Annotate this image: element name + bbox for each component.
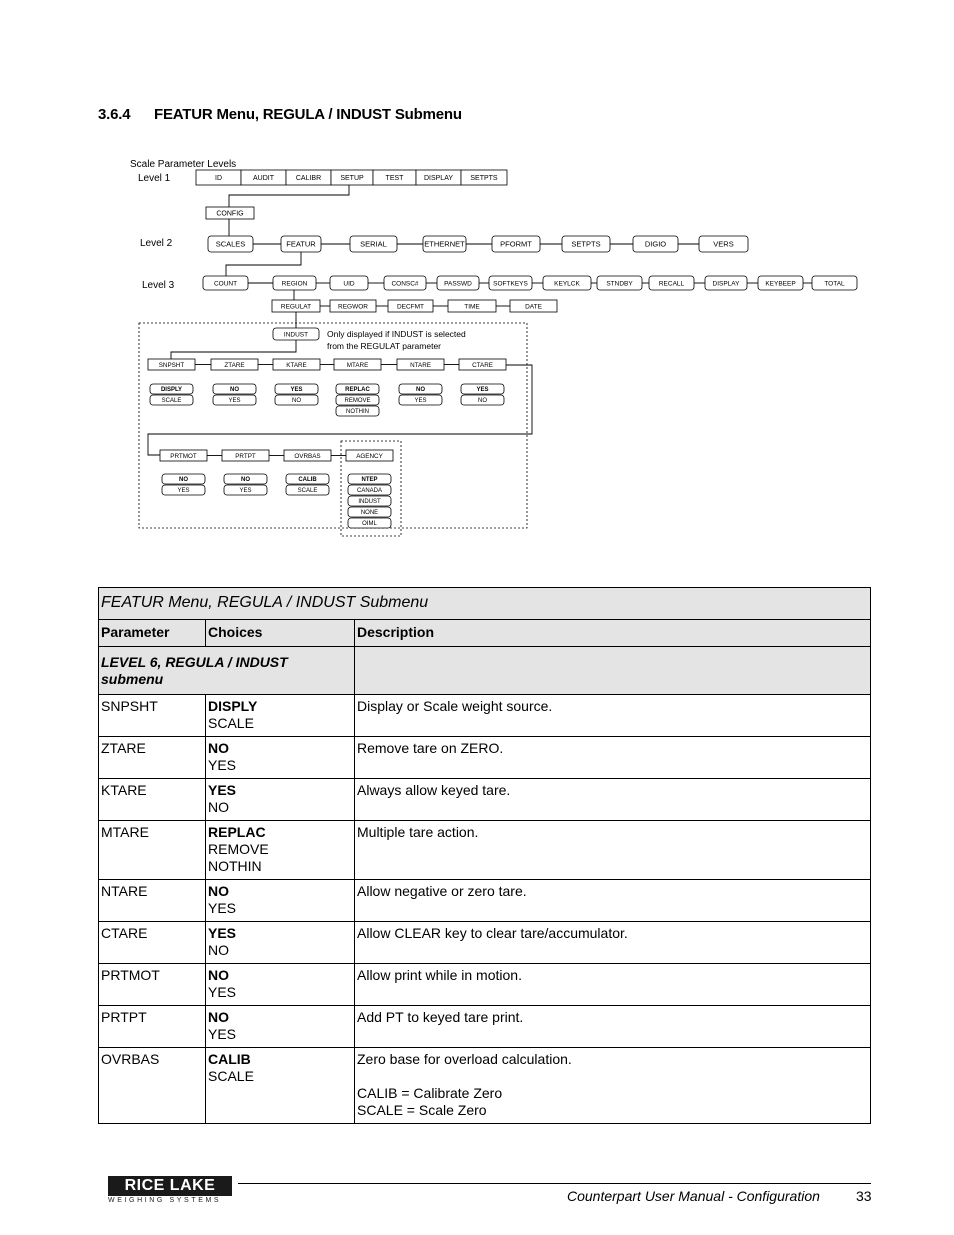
option-indust: INDUST — [358, 499, 381, 506]
option-oiml: OIML — [362, 521, 377, 528]
param-mtare: MTARE — [346, 361, 369, 369]
rice-lake-logo — [108, 1176, 236, 1208]
level2-item-pformt: PFORMT — [500, 239, 532, 249]
option-disply: DISPLY — [160, 387, 183, 394]
default-choice: YES — [208, 925, 237, 941]
option-yes: YES — [476, 387, 489, 394]
description-cell — [355, 1048, 871, 1124]
header-parameter: Parameter — [99, 620, 206, 647]
description-cell — [355, 695, 871, 737]
param-snpsht: SNPSHT — [158, 361, 185, 369]
level3-item-passwd: PASSWD — [444, 280, 472, 288]
level1-item-audit: AUDIT — [253, 175, 274, 183]
connector-line — [226, 252, 301, 276]
level3-item-keylck: KEYLCK — [554, 280, 580, 288]
param-cell: CTARE — [99, 922, 206, 964]
param-ztare: ZTARE — [224, 361, 245, 369]
level1-label: Level 1 — [138, 173, 171, 184]
option-yes: YES — [177, 488, 190, 495]
choice-option: SCALE — [208, 1068, 254, 1084]
option-no: NO — [478, 398, 487, 405]
default-choice: NO — [208, 740, 229, 756]
description-line: Multiple tare action. — [357, 824, 479, 840]
indust-item: INDUST — [283, 331, 309, 339]
table-section-row — [99, 647, 871, 695]
table-row — [99, 1006, 871, 1048]
option-yes: YES — [228, 398, 241, 405]
connector-line — [229, 185, 349, 207]
description-line: Allow print while in motion. — [357, 967, 522, 983]
option-calib: CALIB — [298, 477, 317, 484]
level1-item-display: DISPLAY — [423, 175, 454, 183]
default-choice: NO — [208, 967, 229, 983]
option-ntep: NTEP — [361, 477, 378, 484]
level2-item-digio: DIGIO — [644, 239, 667, 249]
indust-dashed-region — [139, 323, 527, 528]
option-no: NO — [230, 387, 239, 394]
description-line: Remove tare on ZERO. — [357, 740, 504, 756]
table-row — [99, 779, 871, 821]
table-title: FEATUR Menu, REGULA / INDUST Submenu — [99, 588, 871, 620]
description-cell — [355, 1006, 871, 1048]
default-choice: NO — [208, 883, 229, 899]
indust-note-line2: from the REGULAT parameter — [327, 341, 442, 351]
table-row — [99, 821, 871, 880]
choice-option: SCALE — [208, 715, 254, 731]
option-replac: REPLAC — [345, 387, 370, 394]
choices-cell — [206, 1048, 355, 1124]
header-description: Description — [355, 620, 871, 647]
choices-cell — [206, 779, 355, 821]
diagram-caption: Scale Parameter Levels — [130, 159, 237, 170]
default-choice: YES — [208, 782, 237, 798]
level1-item-setpts: SETPTS — [470, 175, 498, 183]
level4-item-time: TIME — [464, 303, 480, 311]
level3-item-softkeys: SOFTKEYS — [493, 280, 528, 288]
description-line: Allow CLEAR key to clear tare/accumulator. — [357, 925, 628, 941]
menu-structure-diagram — [0, 150, 954, 545]
level3-item-uid: UID — [343, 280, 355, 288]
level1-item-setup: SETUP — [340, 175, 364, 183]
level2-item-vers: VERS — [713, 239, 734, 249]
option-no: NO — [241, 477, 250, 484]
level1-item-test: TEST — [385, 175, 404, 183]
description-line: SCALE = Scale Zero — [357, 1102, 487, 1118]
option-yes: YES — [414, 398, 427, 405]
description-line: Zero base for overload calculation. — [357, 1051, 572, 1067]
description-cell — [355, 922, 871, 964]
description-line: Add PT to keyed tare print. — [357, 1009, 524, 1025]
level3-item-total: TOTAL — [824, 280, 845, 288]
param-prtpt: PRTPT — [235, 452, 256, 460]
level4-item-date: DATE — [525, 303, 542, 311]
table-row — [99, 695, 871, 737]
option-yes: YES — [290, 387, 303, 394]
choices-cell — [206, 964, 355, 1006]
section-title: FEATUR Menu, REGULA / INDUST Submenu — [154, 106, 462, 123]
choices-cell — [206, 737, 355, 779]
param-cell: SNPSHT — [99, 695, 206, 737]
choices-cell — [206, 880, 355, 922]
param-cell: MTARE — [99, 821, 206, 880]
param-cell: KTARE — [99, 779, 206, 821]
level2-item-ethernet: ETHERNET — [424, 239, 465, 249]
level3-item-recall: RECALL — [658, 280, 685, 288]
default-choice: REPLAC — [208, 824, 266, 840]
description-cell — [355, 779, 871, 821]
page-number: 33 — [856, 1188, 872, 1204]
choice-option: NOTHIN — [208, 858, 262, 874]
connector-line — [171, 340, 296, 359]
table-title-row — [99, 588, 871, 620]
logo-tagline: WEIGHING SYSTEMS — [108, 1197, 222, 1204]
level1-item-id: ID — [215, 175, 222, 183]
logo-wordmark: RICE LAKE — [108, 1176, 232, 1196]
choice-option: NO — [208, 799, 229, 815]
description-cell — [355, 964, 871, 1006]
default-choice: CALIB — [208, 1051, 251, 1067]
option-none: NONE — [360, 510, 379, 517]
choice-option: REMOVE — [208, 841, 269, 857]
param-cell: NTARE — [99, 880, 206, 922]
description-line: Always allow keyed tare. — [357, 782, 511, 798]
table-row — [99, 1048, 871, 1124]
param-prtmot: PRTMOT — [170, 452, 197, 460]
footer-title: Counterpart User Manual - Configuration — [567, 1188, 820, 1204]
choice-option: NO — [208, 942, 229, 958]
default-choice: DISPLY — [208, 698, 258, 714]
param-agency: AGENCY — [356, 452, 383, 460]
param-cell: PRTMOT — [99, 964, 206, 1006]
level2-label: Level 2 — [140, 238, 173, 249]
level3-item-consc-num: CONSC# — [391, 280, 419, 288]
config-item: CONFIG — [216, 210, 244, 218]
section-blank — [355, 647, 871, 695]
table-row — [99, 964, 871, 1006]
option-canada: CANADA — [356, 488, 383, 495]
section-label: LEVEL 6, REGULA / INDUST submenu — [99, 647, 355, 695]
choice-option: YES — [208, 1026, 237, 1042]
description-cell — [355, 880, 871, 922]
description-cell — [355, 737, 871, 779]
choices-cell — [206, 1006, 355, 1048]
description-line: Allow negative or zero tare. — [357, 883, 527, 899]
default-choice: NO — [208, 1009, 229, 1025]
level1-item-calibr: CALIBR — [295, 175, 322, 183]
choices-cell — [206, 922, 355, 964]
choices-cell — [206, 695, 355, 737]
table-header-row — [99, 620, 871, 647]
level2-item-featur: FEATUR — [286, 239, 316, 249]
table-row — [99, 737, 871, 779]
option-no: NO — [416, 387, 425, 394]
level4-item-regwor: REGWOR — [338, 303, 368, 311]
param-ovrbas: OVRBAS — [294, 452, 321, 460]
section-number: 3.6.4 — [98, 106, 131, 123]
parameter-table — [98, 587, 871, 1124]
table-row — [99, 922, 871, 964]
param-ntare: NTARE — [410, 361, 431, 369]
description-line — [357, 1068, 868, 1085]
param-ktare: KTARE — [286, 361, 307, 369]
option-yes: YES — [239, 488, 252, 495]
footer-rule — [238, 1183, 871, 1184]
choice-option: YES — [208, 757, 237, 773]
level4-item-decfmt: DECFMT — [396, 303, 425, 311]
level4-item-regulat: REGULAT — [280, 303, 312, 311]
level2-item-serial: SERIAL — [360, 239, 387, 249]
option-remove: REMOVE — [344, 398, 371, 405]
param-cell: PRTPT — [99, 1006, 206, 1048]
header-choices: Choices — [206, 620, 355, 647]
option-nothin: NOTHIN — [346, 409, 369, 416]
description-line: CALIB = Calibrate Zero — [357, 1085, 503, 1101]
choices-cell — [206, 821, 355, 880]
param-cell: ZTARE — [99, 737, 206, 779]
level3-item-stndby: STNDBY — [606, 280, 633, 288]
param-ctare: CTARE — [472, 361, 493, 369]
level3-item-display: DISPLAY — [712, 280, 740, 288]
option-scale: SCALE — [297, 488, 318, 495]
option-no: NO — [292, 398, 301, 405]
table-row — [99, 880, 871, 922]
option-scale: SCALE — [161, 398, 182, 405]
level3-item-count: COUNT — [213, 280, 238, 288]
level3-item-keybeep: KEYBEEP — [765, 280, 796, 288]
indust-note-line1: Only displayed if INDUST is selected — [327, 329, 466, 339]
option-no: NO — [179, 477, 188, 484]
level2-item-scales: SCALES — [215, 239, 246, 249]
section-heading — [98, 106, 462, 123]
level2-item-setpts: SETPTS — [571, 239, 601, 249]
description-cell — [355, 821, 871, 880]
param-cell: OVRBAS — [99, 1048, 206, 1124]
choice-option: YES — [208, 900, 237, 916]
level3-item-region: REGION — [281, 280, 308, 288]
level3-label: Level 3 — [142, 280, 175, 291]
choice-option: YES — [208, 984, 237, 1000]
description-line: Display or Scale weight source. — [357, 698, 553, 714]
